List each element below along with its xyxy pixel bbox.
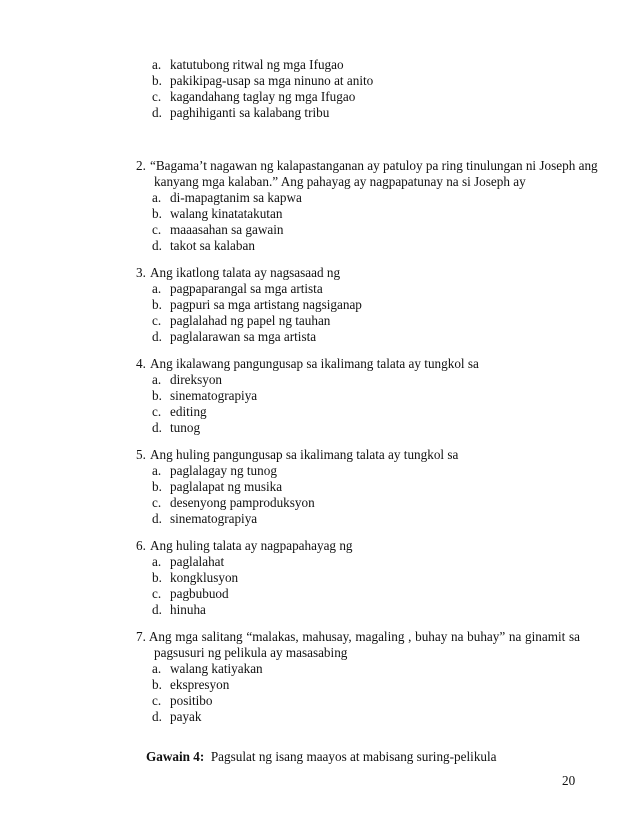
list-item: [152, 190, 302, 206]
option-letter: d.: [152, 105, 162, 120]
option-letter: a.: [152, 372, 162, 387]
question-stem: [136, 538, 353, 554]
question-text: Ang mga salitang “malakas, mahusay, magaling , buhay na buhay” na ginamit sa: [148, 629, 580, 644]
option-letter: a.: [152, 281, 162, 296]
option-letter: b.: [152, 677, 162, 692]
list-item: [152, 372, 222, 388]
option-text: walang katiyakan: [170, 661, 263, 676]
list-item: [152, 586, 229, 602]
option-letter: b.: [152, 297, 162, 312]
option-letter: a.: [152, 57, 162, 72]
question-stem: [136, 629, 580, 645]
list-item: [152, 297, 362, 313]
question-stem: [136, 356, 479, 372]
list-item: [152, 57, 344, 73]
list-item: [152, 661, 263, 677]
list-item: [152, 206, 282, 222]
list-item: [152, 222, 284, 238]
option-text: paglalarawan sa mga artista: [170, 329, 317, 344]
list-item: [152, 677, 229, 693]
list-item: [152, 479, 282, 495]
option-text: payak: [170, 709, 202, 724]
option-text: katutubong ritwal ng mga Ifugao: [170, 57, 344, 72]
option-letter: c.: [152, 313, 162, 328]
option-text: sinematograpiya: [170, 388, 258, 403]
option-text: kongklusyon: [170, 570, 239, 585]
option-letter: b.: [152, 73, 162, 88]
list-item: [152, 511, 257, 527]
option-text: direksyon: [170, 372, 223, 387]
option-text: pagpaparangal sa mga artista: [170, 281, 323, 296]
list-item: [152, 554, 224, 570]
option-letter: d.: [152, 511, 162, 526]
option-text: paghihiganti sa kalabang tribu: [170, 105, 330, 120]
question-stem-continued: pagsusuri ng pelikula ay masasabing: [154, 645, 348, 660]
list-item: [152, 709, 202, 725]
gawain-text: Pagsulat ng isang maayos at mabisang suring-pelikula: [210, 749, 497, 764]
gawain-heading: [146, 749, 497, 765]
page-number: 20: [562, 773, 576, 788]
option-letter: a.: [152, 661, 162, 676]
question-number: 2.: [136, 158, 146, 173]
option-letter: c.: [152, 693, 162, 708]
option-letter: d.: [152, 329, 162, 344]
option-text: sinematograpiya: [170, 511, 258, 526]
question-stem: [136, 447, 458, 463]
question-stem: [136, 265, 340, 281]
list-item: [152, 420, 200, 436]
list-item: [152, 73, 373, 89]
question-text: Ang ikalawang pangungusap sa ikalimang talata ay tungkol sa: [150, 356, 479, 371]
option-letter: a.: [152, 190, 162, 205]
option-letter: b.: [152, 479, 162, 494]
question-number: 6.: [136, 538, 146, 553]
list-item: [152, 404, 207, 420]
option-text: desenyong pamproduksyon: [170, 495, 315, 510]
option-text: walang kinatatakutan: [170, 206, 283, 221]
option-text: positibo: [170, 693, 213, 708]
list-item: [152, 329, 316, 345]
question-number: 5.: [136, 447, 146, 462]
question-text: Ang huling talata ay nagpapahayag ng: [150, 538, 353, 553]
option-letter: b.: [152, 570, 162, 585]
question-number: 7.: [136, 629, 146, 644]
option-text: paglalapat ng musika: [170, 479, 283, 494]
list-item: [152, 313, 330, 329]
option-text: paglalahat: [170, 554, 225, 569]
list-item: [152, 388, 257, 404]
option-letter: b.: [152, 388, 162, 403]
gawain-label: Gawain 4:: [146, 749, 205, 764]
option-letter: c.: [152, 404, 162, 419]
option-text: pagbubuod: [170, 586, 229, 601]
option-text: paglalagay ng tunog: [170, 463, 277, 478]
option-text: di-mapagtanim sa kapwa: [170, 190, 302, 205]
question-text: Ang ikatlong talata ay nagsasaad ng: [150, 265, 341, 280]
question-text: “Bagama’t nagawan ng kalapastanganan ay patuloy pa ring tinulungan ni Joseph ang: [150, 158, 598, 173]
option-text: pagpuri sa mga artistang nagsiganap: [170, 297, 362, 312]
list-item: [152, 495, 315, 511]
question-text: Ang huling pangungusap sa ikalimang talata ay tungkol sa: [150, 447, 459, 462]
option-letter: a.: [152, 554, 162, 569]
list-item: [152, 602, 206, 618]
option-text: pakikipag-usap sa mga ninuno at anito: [170, 73, 374, 88]
question-stem: [136, 158, 598, 174]
option-letter: c.: [152, 586, 162, 601]
option-text: paglalahad ng papel ng tauhan: [170, 313, 331, 328]
list-item: [152, 281, 323, 297]
question-number: 4.: [136, 356, 146, 371]
option-letter: c.: [152, 495, 162, 510]
question-number: 3.: [136, 265, 146, 280]
option-letter: d.: [152, 238, 162, 253]
option-letter: d.: [152, 709, 162, 724]
list-item: [152, 105, 329, 121]
question-stem-continued: kanyang mga kalaban.” Ang pahayag ay nagpapatunay na si Joseph ay: [154, 174, 526, 189]
list-item: [152, 463, 277, 479]
list-item: [152, 693, 213, 709]
option-text: editing: [170, 404, 207, 419]
option-letter: b.: [152, 206, 162, 221]
option-letter: a.: [152, 463, 162, 478]
list-item: [152, 238, 255, 254]
option-text: tunog: [170, 420, 201, 435]
option-text: maaasahan sa gawain: [170, 222, 284, 237]
option-letter: d.: [152, 602, 162, 617]
list-item: [152, 89, 355, 105]
option-letter: d.: [152, 420, 162, 435]
option-letter: c.: [152, 89, 162, 104]
option-text: ekspresyon: [170, 677, 230, 692]
option-text: hinuha: [170, 602, 206, 617]
option-text: kagandahang taglay ng mga Ifugao: [170, 89, 356, 104]
option-letter: c.: [152, 222, 162, 237]
list-item: [152, 570, 238, 586]
option-text: takot sa kalaban: [170, 238, 255, 253]
